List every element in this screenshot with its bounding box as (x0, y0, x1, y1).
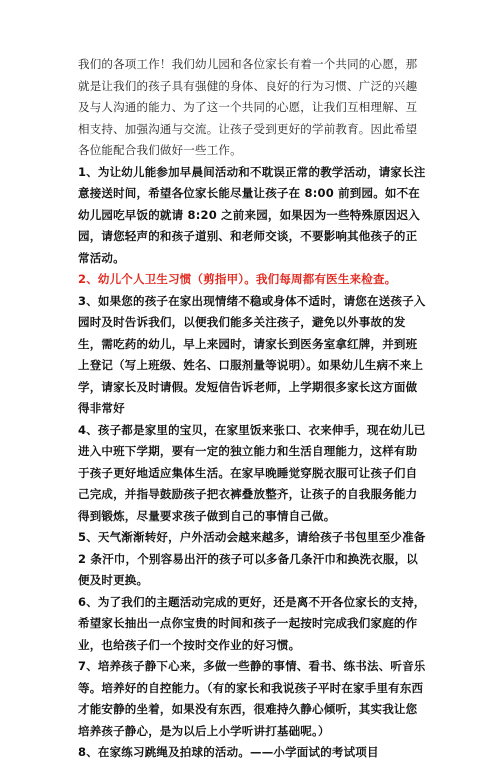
item-4-self-care: 4、孩子都是家里的宝贝，在家里饭来张口、衣来伸手，现在幼儿已进入中班下学期，要有一定的独立能力和生活自理能力，这样有助于孩子更好地适应集体生活。在家早晚睡觉穿脱衣服可让孩子们自己完成，并指导鼓励孩子把衣裤叠放整齐，让孩子的自我服务能力得到锻炼，尽量要求孩子做到自己的事情自己做。 (78, 422, 426, 523)
item-5-towels: 5、天气渐渐转好，户外活动会越来越多，请给孩子书包里至少准备 2 条汗巾，个别容易出汗的孩子可以多备几条汗巾和换洗衣服，以便及时更换。 (78, 530, 426, 587)
intro-paragraph: 我们的各项工作！我们幼儿园和各位家长有着一个共同的心愿，那就是让我们的孩子具有强健的身体、良好的行为习惯、广泛的兴趣及与人沟通的能力、为了这一个共同的心愿，让我们互相理解、互相支持、加强沟通与交流。让孩子受到更好的学前教育。因此希望各位能配合我们做好一些工作。 (78, 57, 418, 157)
item-1-arrival-time: 1、为让幼儿能参加早晨间活动和不耽误正常的教学活动，请家长注意接送时间，希望各位家长能尽量让孩子在 8:00 前到园。如不在幼儿园吃早饭的就请 8:20 之前来园，如果因为一些特殊原因迟入园，请您轻声的和孩子道别、和老师交谈，不要影响其他孩子的正常活动。 (78, 164, 426, 265)
item-8-jump-rope: 8、在家练习跳绳及拍球的活动。——小学面试的考试项目 (78, 745, 379, 759)
item-7-calm: 7、培养孩子静下心来，多做一些静的事情、看书、练书法、听音乐等。培养好的自控能力。（有的家长和我说孩子平时在家手里有东西才能安静的坐着，如果没有东西，很难持久静心倾听，其实我让您培养孩子静心，是为以后上小学听讲打基础呢。） (78, 659, 426, 738)
item-6-homework: 6、为了我们的主题活动完成的更好，还是离不开各位家长的支持，希望家长抽出一点你宝贵的时间和孩子一起按时完成我们家庭的作业，也给孩子们一个按时交作业的好习惯。 (78, 594, 426, 652)
item-2-hygiene: 2、幼儿个人卫生习惯（剪指甲）。我们每周都有医生来检查。 (78, 272, 397, 286)
document-page (78, 54, 426, 764)
item-3-health: 3、如果您的孩子在家出现情绪不稳或身体不适时，请您在送孩子入园时及时告诉我们，以便我们能多关注孩子，避免以外事故的发生，需吃药的幼儿，早上来园时，请家长到医务室拿红牌，并到班上登记（写上班级、姓名、口服剂量等说明）。如果幼儿生病不来上学，请家长及时请假。发短信告诉老师，上学期很多家长这方面做得非常好 (78, 293, 426, 415)
